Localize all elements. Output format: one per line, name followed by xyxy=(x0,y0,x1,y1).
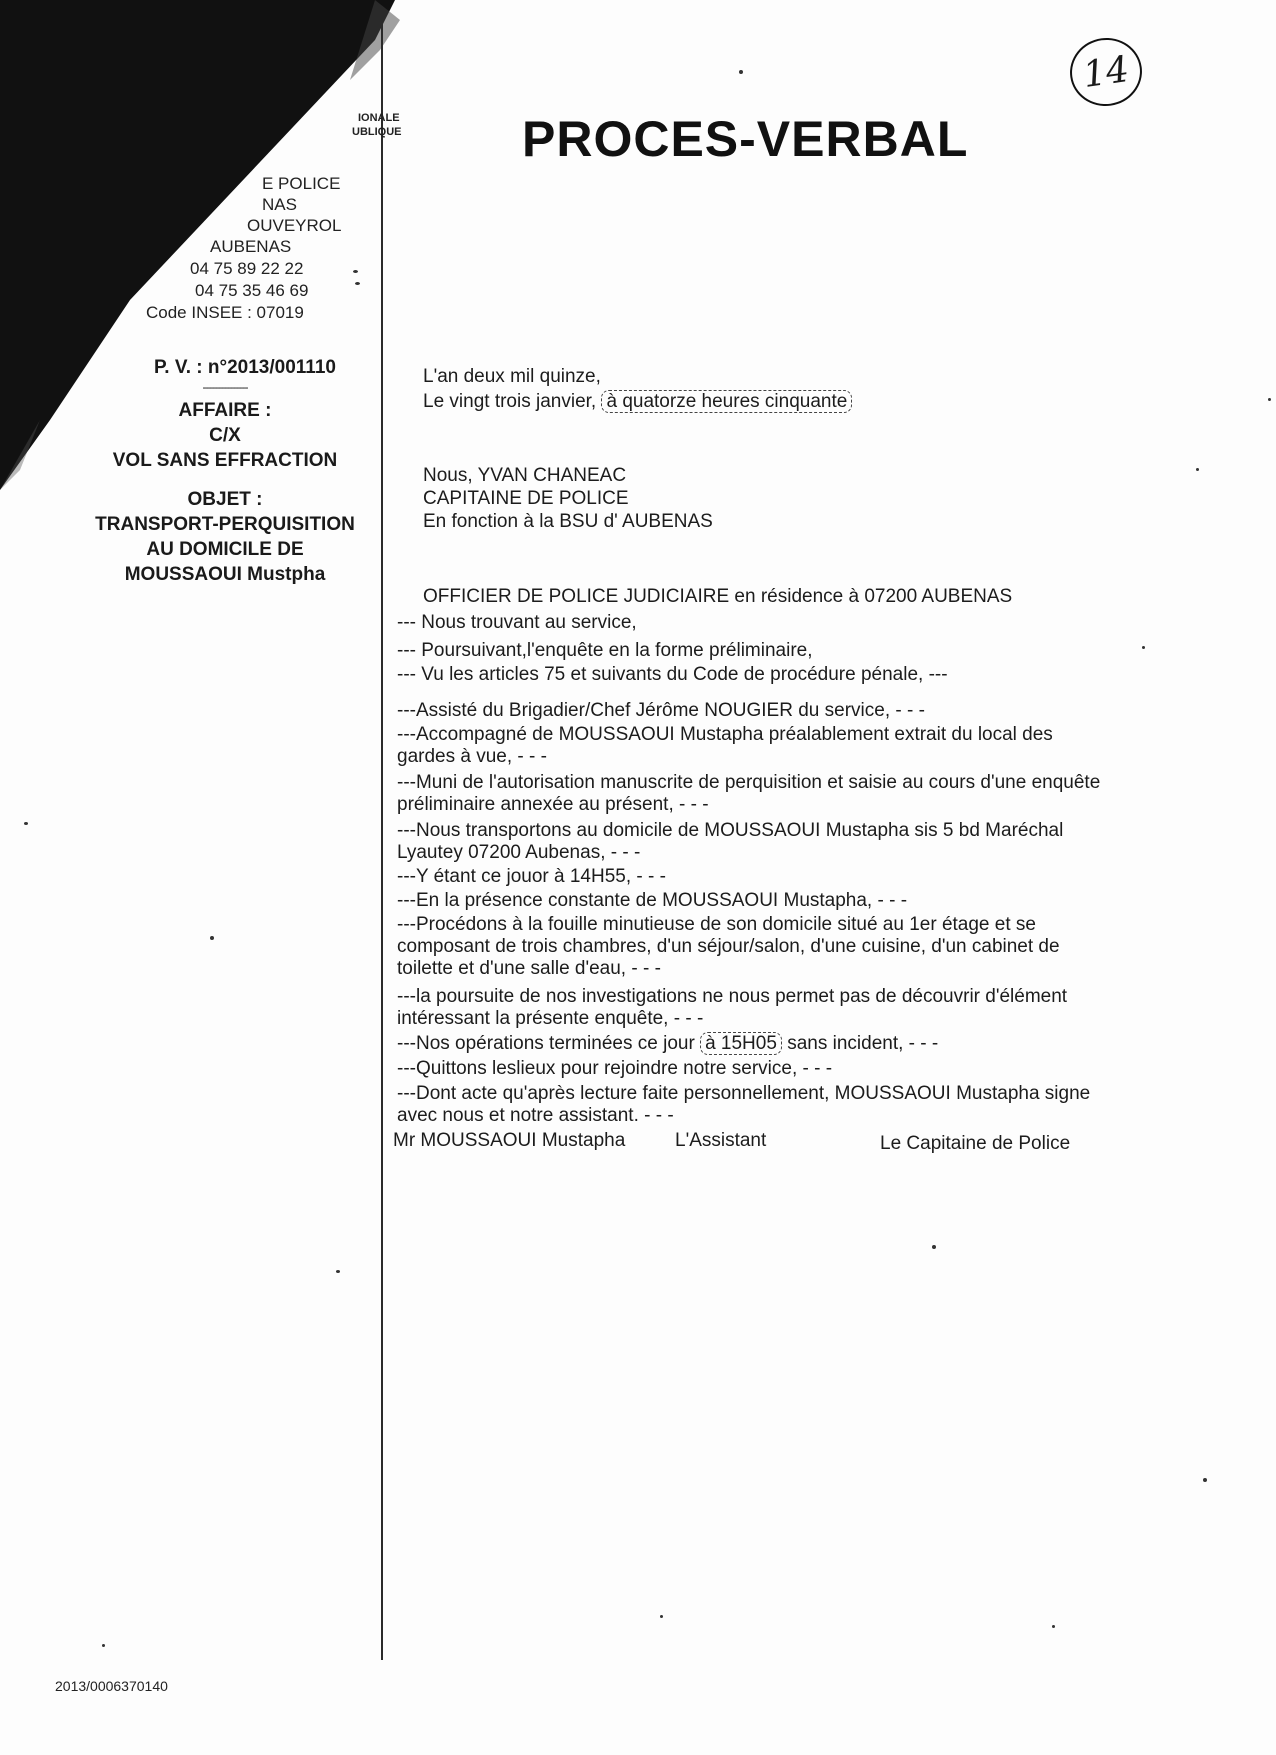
date-line-text: Le vingt trois janvier, xyxy=(423,391,597,412)
scan-speck xyxy=(355,282,360,285)
operations-line xyxy=(397,1033,938,1055)
header-fragment: AUBENAS xyxy=(210,237,292,256)
operations-text: sans incident, - - - xyxy=(787,1033,939,1054)
document-title: PROCES-VERBAL xyxy=(522,111,969,167)
scan-speck xyxy=(932,1245,936,1249)
body-line: --- Vu les articles 75 et suivants du Code de procédure pénale, --- xyxy=(397,664,948,685)
officer-name: Nous, YVAN CHANEAC xyxy=(423,465,627,486)
header-fragment: IONALE xyxy=(358,112,400,124)
body-line: Lyautey 07200 Aubenas, - - - xyxy=(397,842,641,863)
handwritten-end-time: à 15H05 xyxy=(700,1032,782,1055)
body-line: ---En la présence constante de MOUSSAOUI Mustapha, - - - xyxy=(397,890,908,911)
scan-speck xyxy=(353,270,358,273)
pv-number: P. V. : n°2013/001110 xyxy=(154,357,336,378)
scan-speck xyxy=(1196,468,1199,471)
scan-speck xyxy=(102,1644,105,1647)
body-line: gardes à vue, - - - xyxy=(397,746,547,767)
header-fragment: E POLICE xyxy=(262,174,341,193)
header-fragment: OUVEYROL xyxy=(247,216,342,235)
signature-label-captain: Le Capitaine de Police xyxy=(880,1133,1071,1154)
opj-line: OFFICIER DE POLICE JUDICIAIRE en résidence à 07200 AUBENAS xyxy=(423,586,1013,607)
scan-speck xyxy=(210,936,214,940)
body-line: ---Accompagné de MOUSSAOUI Mustapha préalablement extrait du local des xyxy=(397,724,1053,745)
body-line: ---Nous transportons au domicile de MOUSSAOUI Mustapha sis 5 bd Maréchal xyxy=(397,820,1064,841)
objet-label: OBJET : xyxy=(187,489,263,510)
header-fragment: 04 75 89 22 22 xyxy=(190,259,304,278)
scan-speck xyxy=(1203,1478,1207,1482)
scan-speck xyxy=(336,1270,340,1273)
date-line xyxy=(423,391,852,413)
officer-unit: En fonction à la BSU d' AUBENAS xyxy=(423,511,713,532)
body-line: ---la poursuite de nos investigations ne nous permet pas de découvrir d'élément xyxy=(397,986,1068,1007)
scan-speck xyxy=(1052,1625,1055,1628)
separator: --------------- xyxy=(202,380,248,394)
body-line: avec nous et notre assistant. - - - xyxy=(397,1105,674,1126)
body-line: ---Assisté du Brigadier/Chef Jérôme NOUGIER du service, - - - xyxy=(397,700,925,721)
body-line: composant de trois chambres, d'un séjour/salon, d'une cuisine, d'un cabinet de xyxy=(397,936,1060,957)
body-line: --- Poursuivant,l'enquête en la forme préliminaire, xyxy=(397,640,813,661)
body-line: toilette et d'une salle d'eau, - - - xyxy=(397,958,661,979)
body-line: préliminaire annexée au présent, - - - xyxy=(397,794,709,815)
header-fragment: NAS xyxy=(262,195,297,214)
signature-label-suspect: Mr MOUSSAOUI Mustapha xyxy=(393,1130,626,1151)
body-line: ---Y étant ce jouor à 14H55, - - - xyxy=(397,866,666,887)
body-line: ---Quittons leslieux pour rejoindre notre service, - - - xyxy=(397,1058,833,1079)
scan-speck xyxy=(1268,398,1271,401)
signature-label-assistant: L'Assistant xyxy=(675,1130,767,1151)
body-line: ---Muni de l'autorisation manuscrite de perquisition et saisie au cours d'une enquête xyxy=(397,772,1101,793)
page-number-text: 14 xyxy=(1080,48,1132,96)
header-fragment: 04 75 35 46 69 xyxy=(195,281,309,300)
header-fragment: UBLIQUE xyxy=(352,126,402,138)
body-line: ---Dont acte qu'après lecture faite personnellement, MOUSSAOUI Mustapha signe xyxy=(397,1083,1091,1104)
header-fragment: Code INSEE : 07019 xyxy=(146,303,304,322)
scan-speck xyxy=(660,1615,663,1618)
scan-speck xyxy=(24,822,28,825)
body-line: ---Procédons à la fouille minutieuse de son domicile situé au 1er étage et se xyxy=(397,914,1036,935)
officer-rank: CAPITAINE DE POLICE xyxy=(423,488,629,509)
affaire-line: C/X xyxy=(209,425,241,446)
objet-line: AU DOMICILE DE xyxy=(146,539,304,560)
body-line: intéressant la présente enquête, - - - xyxy=(397,1008,704,1029)
body-line: --- Nous trouvant au service, xyxy=(397,612,637,633)
scan-speck xyxy=(739,70,743,74)
affaire-line: VOL SANS EFFRACTION xyxy=(112,450,338,471)
objet-line: TRANSPORT-PERQUISITION xyxy=(95,514,355,535)
affaire-label: AFFAIRE : xyxy=(178,400,272,421)
handwritten-time: à quatorze heures cinquante xyxy=(601,390,852,413)
date-line: L'an deux mil quinze, xyxy=(423,366,601,387)
objet-line: MOUSSAOUI Mustpha xyxy=(124,564,326,585)
document-reference: 2013/0006370140 xyxy=(55,1678,168,1694)
operations-text: ---Nos opérations terminées ce jour xyxy=(397,1033,695,1054)
scan-speck xyxy=(1142,646,1145,649)
